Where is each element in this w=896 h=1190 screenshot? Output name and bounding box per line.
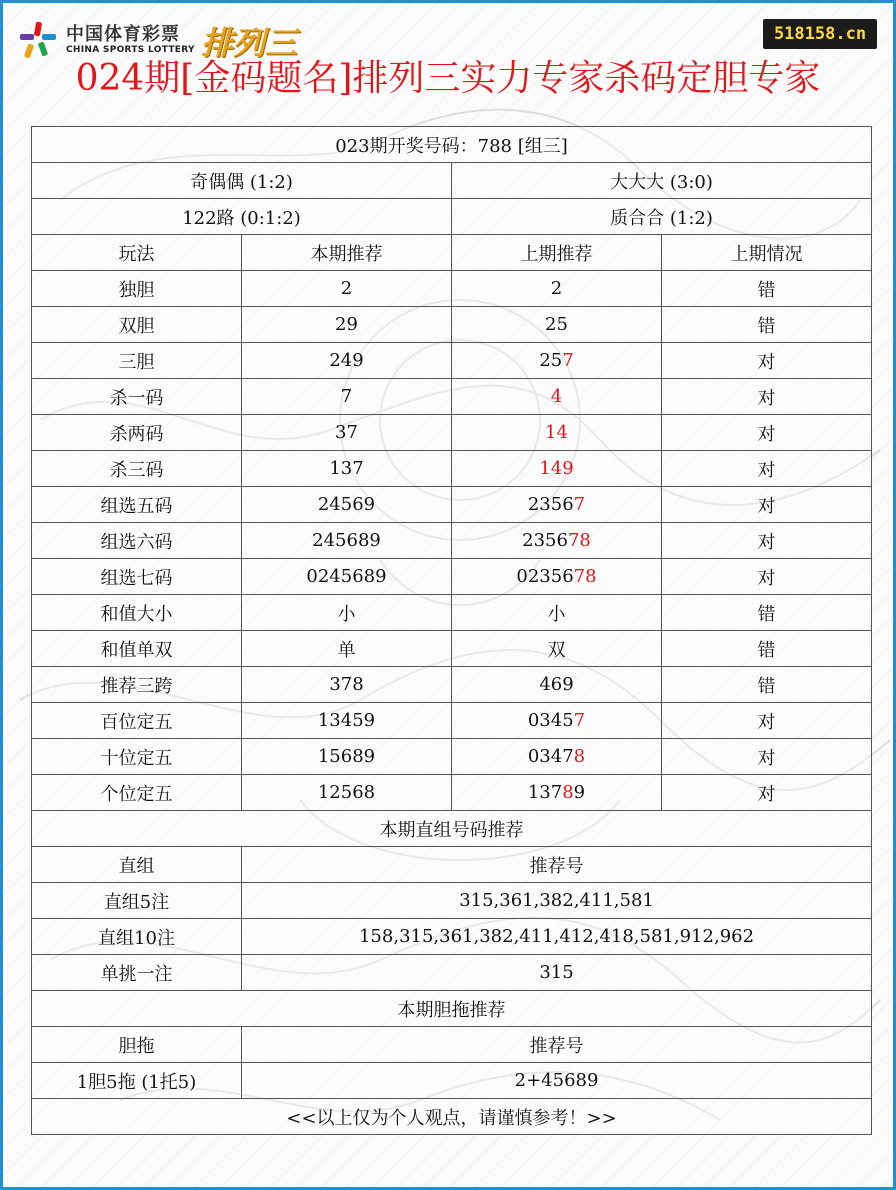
current-pick-cell: 0245689 (242, 559, 452, 595)
prediction-row (32, 775, 872, 811)
previous-pick-hit: 7 (562, 350, 574, 371)
previous-pick-plain: 双 (547, 639, 566, 661)
drag-column-label: 胆拖 (32, 1027, 242, 1063)
prime-composite-cell: 质合合 (1:2) (452, 199, 872, 235)
current-pick-cell: 单 (242, 631, 452, 667)
previous-pick-hit: 7 (573, 494, 586, 515)
direct-row-label: 直组5注 (32, 883, 242, 919)
current-pick-cell: 2 (242, 271, 452, 307)
logo-english-text: CHINA SPORTS LOTTERY (66, 45, 195, 55)
direct-row (32, 883, 872, 919)
previous-pick-plain: 137 (527, 782, 563, 803)
last-draw-cell: 023期开奖号码：788 [组三] (32, 127, 872, 163)
footer-note: <<以上仅为个人观点，请谨慎参考！>> (32, 1099, 872, 1135)
result-cell: 对 (662, 415, 872, 451)
previous-pick-hit: 8 (573, 746, 586, 767)
direct-row-label: 直组10注 (32, 919, 242, 955)
previous-pick-hit: 7 (573, 710, 586, 731)
previous-pick-plain: 2356 (527, 494, 574, 515)
result-cell: 对 (662, 559, 872, 595)
current-pick-cell: 小 (242, 595, 452, 631)
prediction-table-body (32, 127, 872, 271)
play-cell: 杀三码 (32, 451, 242, 487)
route-cell: 122路 (0:1:2) (32, 199, 452, 235)
previous-pick-cell (452, 271, 662, 307)
previous-pick-plain: 25 (539, 350, 563, 371)
play-cell: 杀两码 (32, 415, 242, 451)
game-name-logo: 排列三 (201, 24, 298, 62)
previous-pick-cell (452, 739, 662, 775)
play-cell: 十位定五 (32, 739, 242, 775)
result-cell: 错 (662, 667, 872, 703)
previous-pick-hit: 149 (539, 458, 574, 479)
result-cell: 对 (662, 703, 872, 739)
previous-pick-plain: 小 (547, 603, 566, 625)
previous-pick-cell (452, 307, 662, 343)
direct-section-title: 本期直组号码推荐 (32, 811, 872, 847)
drag-column-value: 推荐号 (242, 1027, 872, 1063)
column-header-previous: 上期推荐 (452, 235, 662, 271)
previous-pick-hit: 8 (562, 782, 574, 803)
result-cell: 对 (662, 487, 872, 523)
play-cell: 和值大小 (32, 595, 242, 631)
prediction-row (32, 271, 872, 307)
section-title-row (32, 811, 872, 847)
prediction-row (32, 631, 872, 667)
direct-column-value: 推荐号 (242, 847, 872, 883)
current-pick-cell: 137 (242, 451, 452, 487)
prediction-row (32, 703, 872, 739)
prediction-row (32, 559, 872, 595)
big-small-cell: 大大大 (3:0) (452, 163, 872, 199)
previous-pick-hit: 14 (545, 422, 568, 443)
result-cell: 错 (662, 271, 872, 307)
prediction-row (32, 487, 872, 523)
previous-pick-cell (452, 631, 662, 667)
drag-section-title: 本期胆拖推荐 (32, 991, 872, 1027)
prediction-row (32, 343, 872, 379)
play-cell: 独胆 (32, 271, 242, 307)
direct-row-value: 315 (242, 955, 872, 991)
previous-pick-plain: 25 (545, 314, 568, 335)
prediction-row (32, 451, 872, 487)
previous-pick-cell (452, 775, 662, 811)
direct-column-label: 直组 (32, 847, 242, 883)
prediction-row (32, 379, 872, 415)
previous-pick-plain: 2 (550, 278, 563, 299)
column-header-result: 上期情况 (662, 235, 872, 271)
result-cell: 对 (662, 739, 872, 775)
previous-pick-plain: 2356 (522, 530, 568, 551)
play-cell: 百位定五 (32, 703, 242, 739)
direct-row-label: 单挑一注 (32, 955, 242, 991)
current-pick-cell: 378 (242, 667, 452, 703)
play-cell: 个位定五 (32, 775, 242, 811)
result-cell: 对 (662, 451, 872, 487)
direct-section (32, 811, 872, 1135)
previous-pick-cell (452, 343, 662, 379)
page-title: 024期[金码题名]排列三实力专家杀码定胆专家 (75, 58, 821, 99)
result-cell: 对 (662, 523, 872, 559)
play-cell: 组选七码 (32, 559, 242, 595)
prediction-rows (32, 271, 872, 811)
previous-pick-plain: 0345 (527, 710, 574, 731)
previous-pick-hit: 4 (550, 386, 563, 407)
prediction-row (32, 667, 872, 703)
current-pick-cell: 15689 (242, 739, 452, 775)
previous-pick-cell (452, 487, 662, 523)
direct-row-value: 158,315,361,382,411,412,418,581,912,962 (242, 919, 872, 955)
prediction-row (32, 415, 872, 451)
summary-row (32, 199, 872, 235)
logo-chinese-text: 中国体育彩票 (66, 24, 180, 45)
current-pick-cell: 24569 (242, 487, 452, 523)
direct-row (32, 919, 872, 955)
current-pick-cell: 29 (242, 307, 452, 343)
current-pick-cell: 249 (242, 343, 452, 379)
previous-pick-cell (452, 703, 662, 739)
play-cell: 杀一码 (32, 379, 242, 415)
previous-pick-hit: 78 (573, 566, 597, 587)
previous-pick-plain: 02356 (516, 566, 574, 587)
play-cell: 组选五码 (32, 487, 242, 523)
result-cell: 错 (662, 595, 872, 631)
last-draw-row (32, 127, 872, 163)
previous-pick-cell (452, 379, 662, 415)
result-cell: 错 (662, 307, 872, 343)
current-pick-cell: 37 (242, 415, 452, 451)
play-cell: 双胆 (32, 307, 242, 343)
prediction-row (32, 739, 872, 775)
direct-row (32, 955, 872, 991)
previous-pick-tail: 9 (573, 782, 586, 803)
drag-row (32, 1063, 872, 1099)
result-cell: 对 (662, 379, 872, 415)
previous-pick-cell (452, 415, 662, 451)
previous-pick-plain: 469 (539, 674, 574, 695)
previous-pick-plain: 0347 (527, 746, 574, 767)
current-pick-cell: 245689 (242, 523, 452, 559)
drag-row-label: 1胆5拖 (1托5) (32, 1063, 242, 1099)
current-pick-cell: 13459 (242, 703, 452, 739)
column-header-current: 本期推荐 (242, 235, 452, 271)
previous-pick-cell (452, 451, 662, 487)
play-cell: 推荐三跨 (32, 667, 242, 703)
previous-pick-cell (452, 523, 662, 559)
prediction-table (31, 126, 872, 1135)
site-badge: 518158.cn (763, 19, 877, 49)
previous-pick-hit: 78 (567, 530, 591, 551)
direct-header-row (32, 847, 872, 883)
odd-even-cell: 奇偶偶 (1:2) (32, 163, 452, 199)
section-title-row (32, 991, 872, 1027)
play-cell: 组选六码 (32, 523, 242, 559)
previous-pick-cell (452, 595, 662, 631)
drag-header-row (32, 1027, 872, 1063)
prediction-row (32, 595, 872, 631)
result-cell: 对 (662, 343, 872, 379)
play-cell: 三胆 (32, 343, 242, 379)
prediction-row (32, 523, 872, 559)
current-pick-cell: 7 (242, 379, 452, 415)
footer-note-row (32, 1099, 872, 1135)
previous-pick-cell (452, 667, 662, 703)
current-pick-cell: 12568 (242, 775, 452, 811)
result-cell: 错 (662, 631, 872, 667)
play-cell: 和值单双 (32, 631, 242, 667)
prediction-row (32, 307, 872, 343)
direct-row-value: 315,361,382,411,581 (242, 883, 872, 919)
previous-pick-cell (452, 559, 662, 595)
column-header-row (32, 235, 872, 271)
drag-row-value: 2+45689 (242, 1063, 872, 1099)
summary-row (32, 163, 872, 199)
column-header-play: 玩法 (32, 235, 242, 271)
result-cell: 对 (662, 775, 872, 811)
lottery-star-icon (18, 20, 58, 60)
